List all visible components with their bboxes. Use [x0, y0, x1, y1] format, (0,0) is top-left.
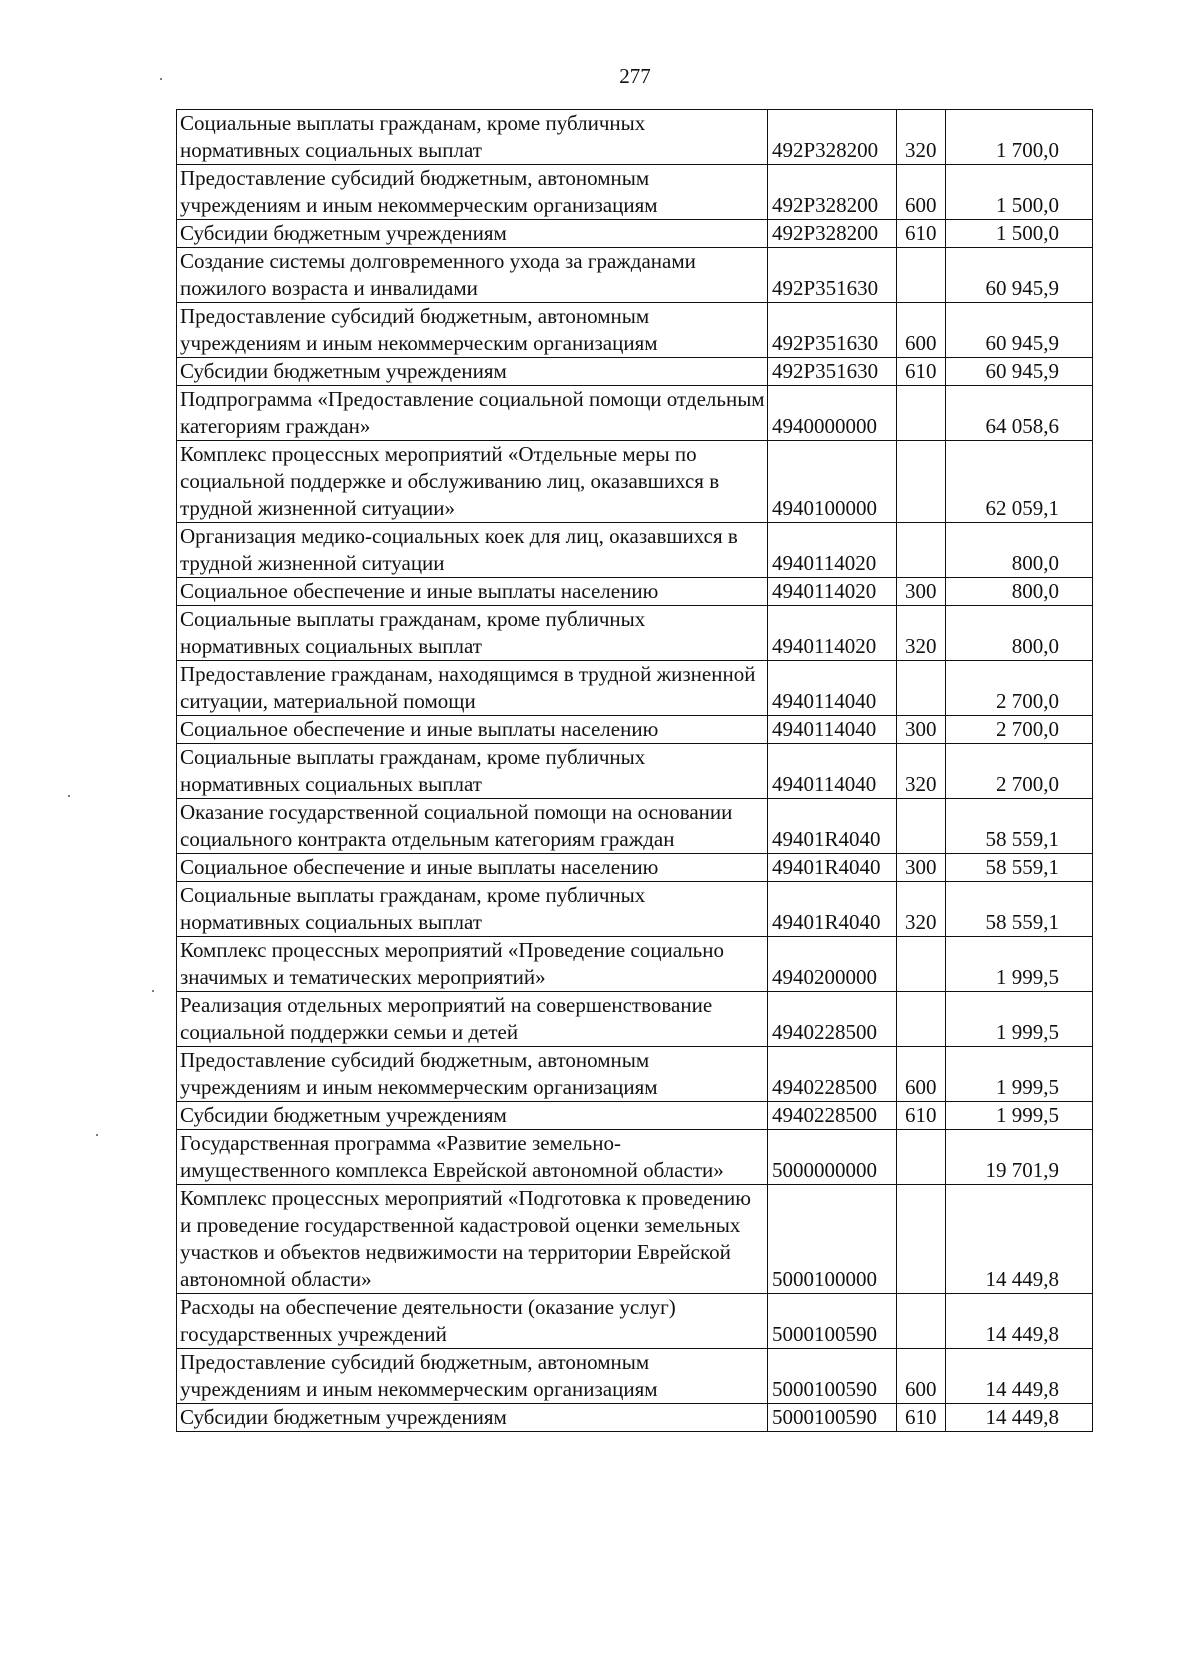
table-row — [177, 165, 1093, 220]
row-amount: 14 449,8 — [946, 1294, 1093, 1349]
table-row — [177, 441, 1093, 523]
row-type — [897, 1130, 946, 1185]
row-name: Расходы на обеспечение деятельности (оказание услуг) государственных учреждений — [177, 1294, 768, 1349]
row-type — [897, 1185, 946, 1294]
row-name: Предоставление субсидий бюджетным, автономным учреждениям и иным некоммерческим организациям — [177, 303, 768, 358]
table-row — [177, 303, 1093, 358]
table-row — [177, 248, 1093, 303]
table-row — [177, 606, 1093, 661]
row-name: Предоставление субсидий бюджетным, автономным учреждениям и иным некоммерческим организациям — [177, 1047, 768, 1102]
row-amount: 1 700,0 — [946, 110, 1093, 165]
row-type: 300 — [897, 578, 946, 606]
row-name: Социальное обеспечение и иные выплаты населению — [177, 578, 768, 606]
table-row — [177, 1404, 1093, 1432]
row-type: 600 — [897, 1047, 946, 1102]
row-name: Социальные выплаты гражданам, кроме публичных нормативных социальных выплат — [177, 606, 768, 661]
row-name: Социальные выплаты гражданам, кроме публичных нормативных социальных выплат — [177, 744, 768, 799]
row-name: Субсидии бюджетным учреждениям — [177, 1404, 768, 1432]
row-amount: 60 945,9 — [946, 303, 1093, 358]
row-type — [897, 1294, 946, 1349]
table-row — [177, 854, 1093, 882]
row-code: 4940114040 — [768, 661, 897, 716]
row-amount: 1 500,0 — [946, 220, 1093, 248]
page-number: 277 — [619, 64, 651, 88]
row-name: Предоставление субсидий бюджетным, автономным учреждениям и иным некоммерческим организациям — [177, 165, 768, 220]
row-type: 600 — [897, 1349, 946, 1404]
row-amount: 58 559,1 — [946, 799, 1093, 854]
table-row — [177, 1102, 1093, 1130]
budget-table-body — [177, 110, 1093, 1432]
row-code: 4940228500 — [768, 1047, 897, 1102]
row-amount: 1 999,5 — [946, 1102, 1093, 1130]
row-amount: 800,0 — [946, 606, 1093, 661]
row-code: 5000100590 — [768, 1349, 897, 1404]
row-code: 4940228500 — [768, 1102, 897, 1130]
row-code: 4940114020 — [768, 523, 897, 578]
row-type — [897, 523, 946, 578]
row-type: 320 — [897, 744, 946, 799]
row-code: 4940114040 — [768, 716, 897, 744]
row-amount: 2 700,0 — [946, 661, 1093, 716]
table-row — [177, 523, 1093, 578]
table-row — [177, 799, 1093, 854]
row-name: Подпрограмма «Предоставление социальной помощи отдельным категориям граждан» — [177, 386, 768, 441]
row-type — [897, 992, 946, 1047]
row-name: Комплекс процессных мероприятий «Проведение социально значимых и тематических мероприятий» — [177, 937, 768, 992]
row-type: 600 — [897, 165, 946, 220]
scan-speck — [68, 795, 70, 797]
scan-speck — [152, 990, 154, 992]
row-name: Субсидии бюджетным учреждениям — [177, 358, 768, 386]
table-row — [177, 1294, 1093, 1349]
row-name: Социальное обеспечение и иные выплаты населению — [177, 854, 768, 882]
row-amount: 19 701,9 — [946, 1130, 1093, 1185]
row-type: 320 — [897, 110, 946, 165]
row-type: 610 — [897, 1404, 946, 1432]
row-amount: 62 059,1 — [946, 441, 1093, 523]
row-code: 4940000000 — [768, 386, 897, 441]
row-type: 610 — [897, 1102, 946, 1130]
row-type: 300 — [897, 716, 946, 744]
row-name: Государственная программа «Развитие земельно-имущественного комплекса Еврейской автономной области» — [177, 1130, 768, 1185]
row-code: 492P351630 — [768, 303, 897, 358]
row-amount: 2 700,0 — [946, 716, 1093, 744]
row-code: 492P328200 — [768, 110, 897, 165]
row-type — [897, 799, 946, 854]
row-name: Социальные выплаты гражданам, кроме публичных нормативных социальных выплат — [177, 110, 768, 165]
row-code: 4940100000 — [768, 441, 897, 523]
scan-speck — [160, 78, 162, 80]
row-code: 4940114020 — [768, 578, 897, 606]
row-code: 492P351630 — [768, 358, 897, 386]
table-row — [177, 661, 1093, 716]
row-name: Предоставление гражданам, находящимся в трудной жизненной ситуации, материальной помощи — [177, 661, 768, 716]
row-type — [897, 248, 946, 303]
row-code: 5000000000 — [768, 1130, 897, 1185]
row-amount: 14 449,8 — [946, 1185, 1093, 1294]
row-type — [897, 937, 946, 992]
table-row — [177, 937, 1093, 992]
row-amount: 1 999,5 — [946, 992, 1093, 1047]
row-name: Оказание государственной социальной помощи на основании социального контракта отдельным категориям граждан — [177, 799, 768, 854]
row-type: 320 — [897, 606, 946, 661]
row-code: 492P328200 — [768, 165, 897, 220]
row-code: 5000100000 — [768, 1185, 897, 1294]
row-type: 610 — [897, 220, 946, 248]
row-amount: 60 945,9 — [946, 358, 1093, 386]
row-code: 49401R4040 — [768, 799, 897, 854]
row-name: Организация медико-социальных коек для лиц, оказавшихся в трудной жизненной ситуации — [177, 523, 768, 578]
row-code: 5000100590 — [768, 1294, 897, 1349]
table-row — [177, 992, 1093, 1047]
row-name: Предоставление субсидий бюджетным, автономным учреждениям и иным некоммерческим организациям — [177, 1349, 768, 1404]
table-row — [177, 1349, 1093, 1404]
row-name: Реализация отдельных мероприятий на совершенствование социальной поддержки семьи и детей — [177, 992, 768, 1047]
row-code: 4940114020 — [768, 606, 897, 661]
row-type: 600 — [897, 303, 946, 358]
table-row — [177, 1130, 1093, 1185]
table-row — [177, 716, 1093, 744]
row-type: 300 — [897, 854, 946, 882]
row-name: Субсидии бюджетным учреждениям — [177, 220, 768, 248]
row-amount: 2 700,0 — [946, 744, 1093, 799]
row-name: Социальное обеспечение и иные выплаты населению — [177, 716, 768, 744]
row-code: 492P328200 — [768, 220, 897, 248]
row-amount: 58 559,1 — [946, 882, 1093, 937]
row-amount: 800,0 — [946, 578, 1093, 606]
table-row — [177, 882, 1093, 937]
table-row — [177, 578, 1093, 606]
row-type — [897, 386, 946, 441]
row-type — [897, 441, 946, 523]
row-name: Комплекс процессных мероприятий «Подготовка к проведению и проведение государственной кадастровой оценки земельных участков и объектов недвижимости на территории Еврейской автономной области» — [177, 1185, 768, 1294]
table-row — [177, 1047, 1093, 1102]
row-amount: 58 559,1 — [946, 854, 1093, 882]
row-code: 5000100590 — [768, 1404, 897, 1432]
row-name: Социальные выплаты гражданам, кроме публичных нормативных социальных выплат — [177, 882, 768, 937]
row-amount: 1 999,5 — [946, 1047, 1093, 1102]
row-amount: 1 999,5 — [946, 937, 1093, 992]
row-amount: 60 945,9 — [946, 248, 1093, 303]
row-code: 49401R4040 — [768, 882, 897, 937]
table-row — [177, 358, 1093, 386]
row-name: Создание системы долговременного ухода за гражданами пожилого возраста и инвалидами — [177, 248, 768, 303]
row-code: 4940228500 — [768, 992, 897, 1047]
row-amount: 800,0 — [946, 523, 1093, 578]
table-row — [177, 744, 1093, 799]
row-code: 4940114040 — [768, 744, 897, 799]
table-row — [177, 110, 1093, 165]
row-type: 320 — [897, 882, 946, 937]
table-row — [177, 1185, 1093, 1294]
row-name: Комплекс процессных мероприятий «Отдельные меры по социальной поддержке и обслуживанию лиц, оказавшихся в трудной жизненной ситуации» — [177, 441, 768, 523]
row-code: 4940200000 — [768, 937, 897, 992]
row-amount: 64 058,6 — [946, 386, 1093, 441]
row-amount: 14 449,8 — [946, 1404, 1093, 1432]
table-row — [177, 386, 1093, 441]
budget-table — [176, 109, 1093, 1432]
row-name: Субсидии бюджетным учреждениям — [177, 1102, 768, 1130]
scan-speck — [96, 1134, 98, 1136]
row-type — [897, 661, 946, 716]
row-code: 49401R4040 — [768, 854, 897, 882]
row-code: 492P351630 — [768, 248, 897, 303]
row-amount: 1 500,0 — [946, 165, 1093, 220]
table-row — [177, 220, 1093, 248]
row-amount: 14 449,8 — [946, 1349, 1093, 1404]
row-type: 610 — [897, 358, 946, 386]
